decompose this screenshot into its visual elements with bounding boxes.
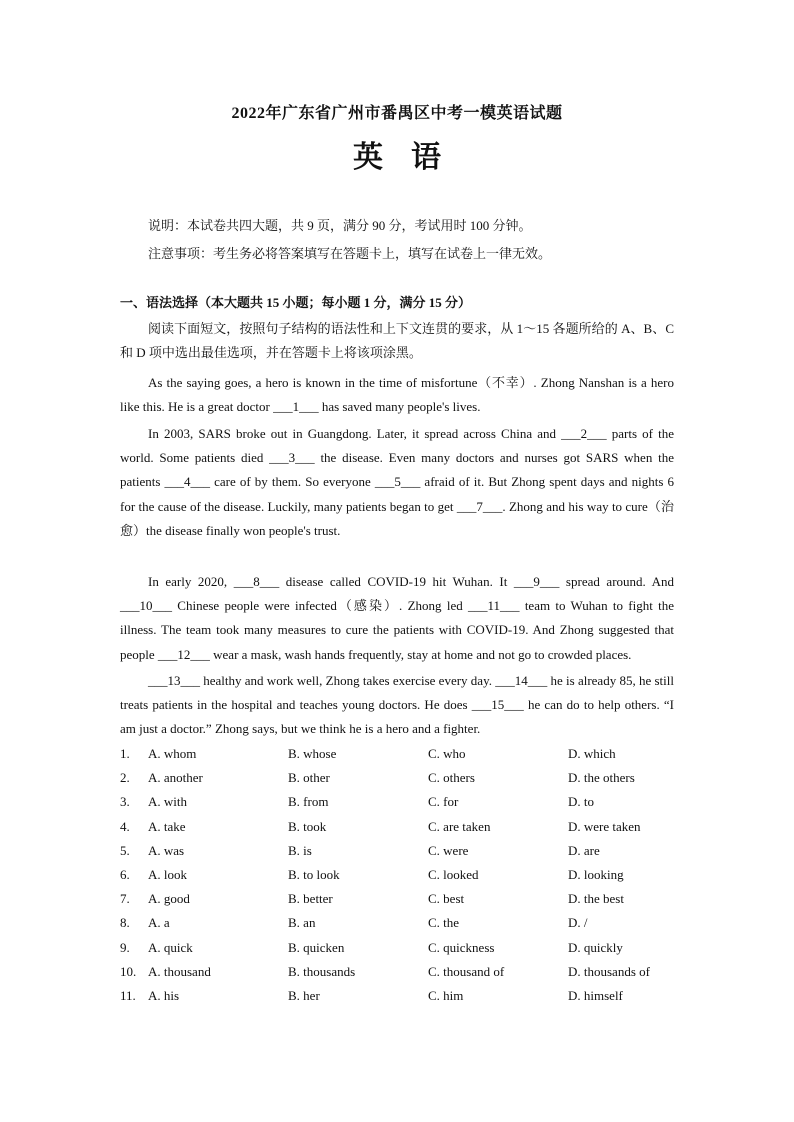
option-b: B. is <box>288 842 312 858</box>
option-c: C. quickness <box>428 939 495 955</box>
option-c: C. who <box>428 746 466 761</box>
question-number: 5. <box>120 842 130 858</box>
option-d: D. are <box>568 842 600 858</box>
exam-notice: 注意事项：考生务必将答案填写在答题卡上，填写在试卷上一律无效。 <box>148 246 552 261</box>
option-c: C. best <box>428 891 465 907</box>
option-d: D. himself <box>568 987 623 1003</box>
option-d: D. / <box>568 915 588 931</box>
option-row <box>120 887 680 911</box>
option-d: D. which <box>568 746 616 761</box>
option-c: C. were <box>428 842 469 858</box>
passage-paragraph-2: In 2003, SARS broke out in Guangdong. Later, it spread across China and ___2___ parts of the world. Some patients died ___3___ the disease. Even many doctors and nurses got SARS when the patients ___4___ care of by them. So everyone ___5___ afraid of it. But Zhong spent days and nights 6 for the cause of the disease. Luckily, many patients began to get ___7___. Zhong and his way to cure（治愈）the disease finally won people's trust. <box>120 426 674 538</box>
option-c: C. looked <box>428 866 479 882</box>
question-number: 7. <box>120 891 130 907</box>
option-b: B. from <box>288 794 329 810</box>
option-a: A. with <box>148 794 187 810</box>
option-c: C. others <box>428 770 475 786</box>
question-number: 6. <box>120 866 130 882</box>
question-number: 2. <box>120 770 130 786</box>
option-row <box>120 742 680 766</box>
option-b: B. other <box>288 770 330 786</box>
option-b: B. quicken <box>288 939 345 955</box>
option-c: C. him <box>428 987 464 1003</box>
option-a: A. another <box>148 770 203 786</box>
question-number: 8. <box>120 915 130 931</box>
option-row <box>120 815 680 839</box>
option-c: C. for <box>428 794 459 810</box>
option-row <box>120 790 680 814</box>
question-number: 1. <box>120 746 130 761</box>
option-a: A. quick <box>148 939 193 955</box>
exam-title: 2022年广东省广州市番禺区中考一模英语试题 <box>231 105 563 122</box>
option-a: A. look <box>148 866 187 882</box>
question-number: 9. <box>120 939 130 955</box>
passage-paragraph-3: In early 2020, ___8___ disease called COVID-19 hit Wuhan. It ___9___ spread around. And ___10___ Chinese people were infected（感染）. Zhong led ___11___ team to Wuhan to fight the illness. The team took many measures to cure the patients with COVID-19. And Zhong suggested that people ___12___ wear a mask, wash hands frequently, stay at home and not go to crowded places. <box>120 574 674 662</box>
question-number: 10. <box>120 963 137 979</box>
option-a: A. was <box>148 842 185 858</box>
option-row <box>120 766 680 790</box>
option-c: C. thousand of <box>428 963 505 979</box>
options-list <box>120 742 680 1008</box>
passage-paragraph-1: As the saying goes, a hero is known in the time of misfortune（不幸）. Zhong Nanshan is a hero like this. He is a great doctor ___1___ has saved many people's lives. <box>120 375 674 415</box>
option-b: B. to look <box>288 866 340 882</box>
option-a: A. good <box>148 891 190 907</box>
question-number: 3. <box>120 794 130 810</box>
option-a: A. whom <box>148 746 197 761</box>
option-a: A. thousand <box>148 963 211 979</box>
option-d: D. looking <box>568 866 624 882</box>
option-b: B. an <box>288 915 316 931</box>
option-b: B. her <box>288 987 320 1003</box>
option-d: D. thousands of <box>568 963 650 979</box>
option-d: D. the others <box>568 770 635 786</box>
option-d: D. quickly <box>568 939 623 955</box>
option-a: A. take <box>148 818 186 834</box>
option-b: B. took <box>288 818 327 834</box>
option-b: B. whose <box>288 746 337 761</box>
option-row <box>120 839 680 863</box>
option-row <box>120 984 680 1008</box>
option-a: A. his <box>148 987 180 1003</box>
option-b: B. better <box>288 891 333 907</box>
option-c: C. are taken <box>428 818 491 834</box>
question-number: 4. <box>120 818 130 834</box>
section-instruction: 阅读下面短文，按照句子结构的语法性和上下文连贯的要求，从 1～15 各题所给的 A、B、C 和 D 项中选出最佳选项，并在答题卡上将该项涂黑。 <box>120 321 674 361</box>
option-c: C. the <box>428 915 460 931</box>
passage-paragraph-4: ___13___ healthy and work well, Zhong takes exercise every day. ___14___ he is already 85, he still treats patients in the hospital and teaches young doctors. He does ___15___ he can do to help others. “I am just a doctor.” Zhong says, but we think he is a hero and a fighter. <box>120 673 674 737</box>
option-d: D. were taken <box>568 818 641 834</box>
section-heading: 一、语法选择（本大题共 15 小题；每小题 1 分，满分 15 分） <box>120 295 472 310</box>
option-b: B. thousands <box>288 963 356 979</box>
option-d: D. the best <box>568 891 624 907</box>
question-number: 11. <box>120 987 136 1003</box>
option-row <box>120 863 680 887</box>
option-row <box>120 960 680 984</box>
option-row <box>120 936 680 960</box>
option-a: A. a <box>148 915 170 931</box>
subject-title: 英语 <box>353 141 469 174</box>
option-d: D. to <box>568 794 594 810</box>
exam-description: 说明：本试卷共四大题，共 9 页，满分 90 分，考试用时 100 分钟。 <box>148 218 532 233</box>
option-row <box>120 911 680 935</box>
